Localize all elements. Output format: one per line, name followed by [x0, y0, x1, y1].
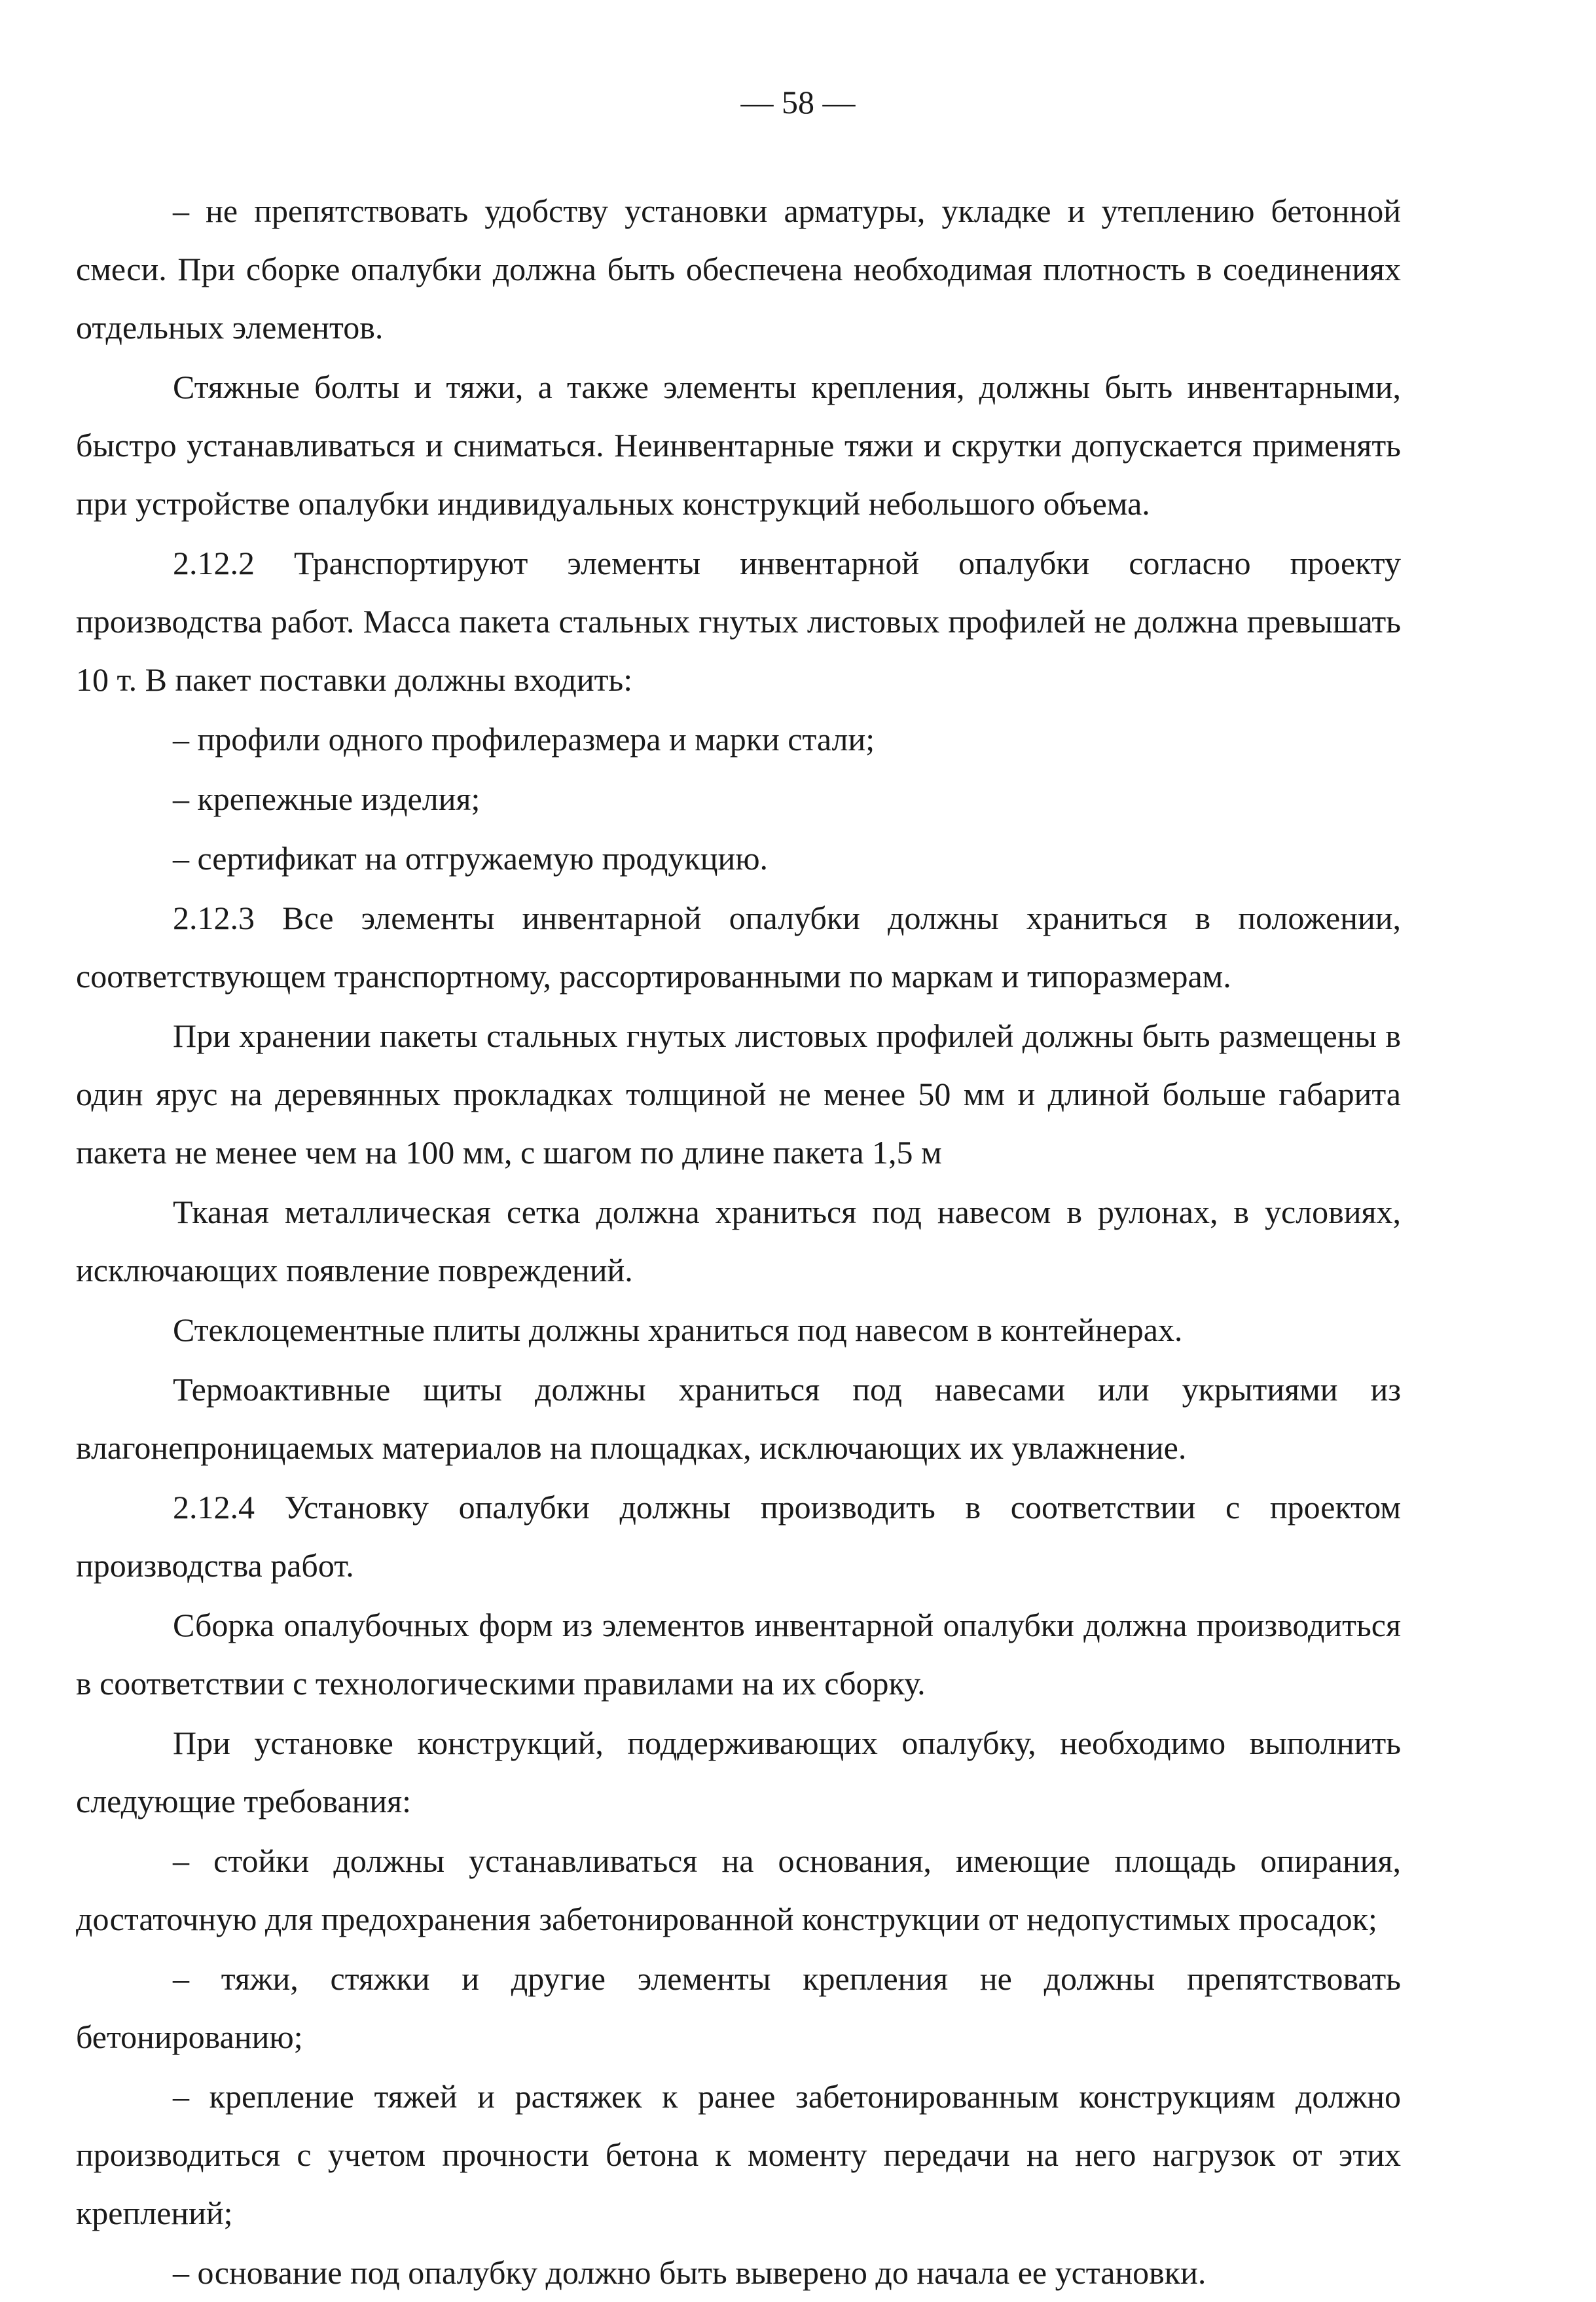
paragraph-formwork-assembly: Сборка опалубочных форм из элементов инвентарной опалубки должна производиться в соответствии с технологическими правилами на их сборку.	[76, 1607, 1401, 1702]
list-item-fasteners: – крепежные изделия;	[173, 780, 481, 817]
paragraph-section-2-12-3: 2.12.3 Все элементы инвентарной опалубки должны храниться в положении, соответствующем транспортному, рассортированными по маркам и типоразмерам.	[76, 900, 1401, 995]
paragraph-support-requirements: При установке конструкций, поддерживающих опалубку, необходимо выполнить следующие требования:	[76, 1725, 1401, 1819]
list-item-ties: – тяжи, стяжки и другие элементы крепления не должны препятствовать бетонированию;	[76, 1960, 1401, 2055]
list-item-profiles: – профили одного профилеразмера и марки стали;	[173, 721, 875, 758]
list-item-certificate: – сертификат на отгружаемую продукцию.	[173, 840, 769, 877]
paragraph-storage-profiles: При хранении пакеты стальных гнутых листовых профилей должны быть размещены в один ярус на деревянных прокладках толщиной не менее 50 мм и длиной больше габарита пакета не менее чем на 100 мм, с шагом по длине пакета 1,5 м	[76, 1017, 1401, 1171]
paragraph-metal-mesh: Тканая металлическая сетка должна храниться под навесом в рулонах, в условиях, исключающих появление повреждений.	[76, 1194, 1401, 1288]
paragraph-section-2-12-4: 2.12.4 Установку опалубки должны производить в соответствии с проектом производства работ.	[76, 1489, 1401, 1584]
paragraph-thermoactive-panels: Термоактивные щиты должны храниться под навесами или укрытиями из влагонепроницаемых материалов на площадках, исключающих их увлажнение.	[76, 1371, 1401, 1466]
paragraph-tie-bolts: Стяжные болты и тяжи, а также элементы крепления, должны быть инвентарными, быстро устанавливаться и сниматься. Неинвентарные тяжи и скрутки допускается применять при устройстве опалубки индивидуальных конструкций небольшого объема.	[76, 369, 1401, 522]
paragraph-list-item-formwork-requirement: – не препятствовать удобству установки арматуры, укладке и утеплению бетонной смеси. При сборке опалубки должна быть обеспечена необходимая плотность в соединениях отдельных элементов.	[76, 192, 1401, 346]
page-body	[76, 182, 1401, 2302]
page-number: — 58 —	[740, 84, 856, 120]
list-item-anchoring: – крепление тяжей и растяжек к ранее забетонированным конструкциям должно производиться с учетом прочности бетона к моменту передачи на него нагрузок от этих креплений;	[76, 2078, 1401, 2231]
list-item-base-alignment: – основание под опалубку должно быть выверено до начала ее установки.	[173, 2254, 1206, 2291]
paragraph-section-2-12-2: 2.12.2 Транспортируют элементы инвентарной опалубки согласно проекту производства работ. Масса пакета стальных гнутых листовых профилей не должна превышать 10 т. В пакет поставки должны входить:	[76, 545, 1401, 698]
paragraph-glass-cement-plates: Стеклоцементные плиты должны храниться под навесом в контейнерах.	[173, 1311, 1183, 1348]
list-item-posts: – стойки должны устанавливаться на основания, имеющие площадь опирания, достаточную для предохранения забетонированной конструкции от недопустимых просадок;	[76, 1842, 1401, 1937]
